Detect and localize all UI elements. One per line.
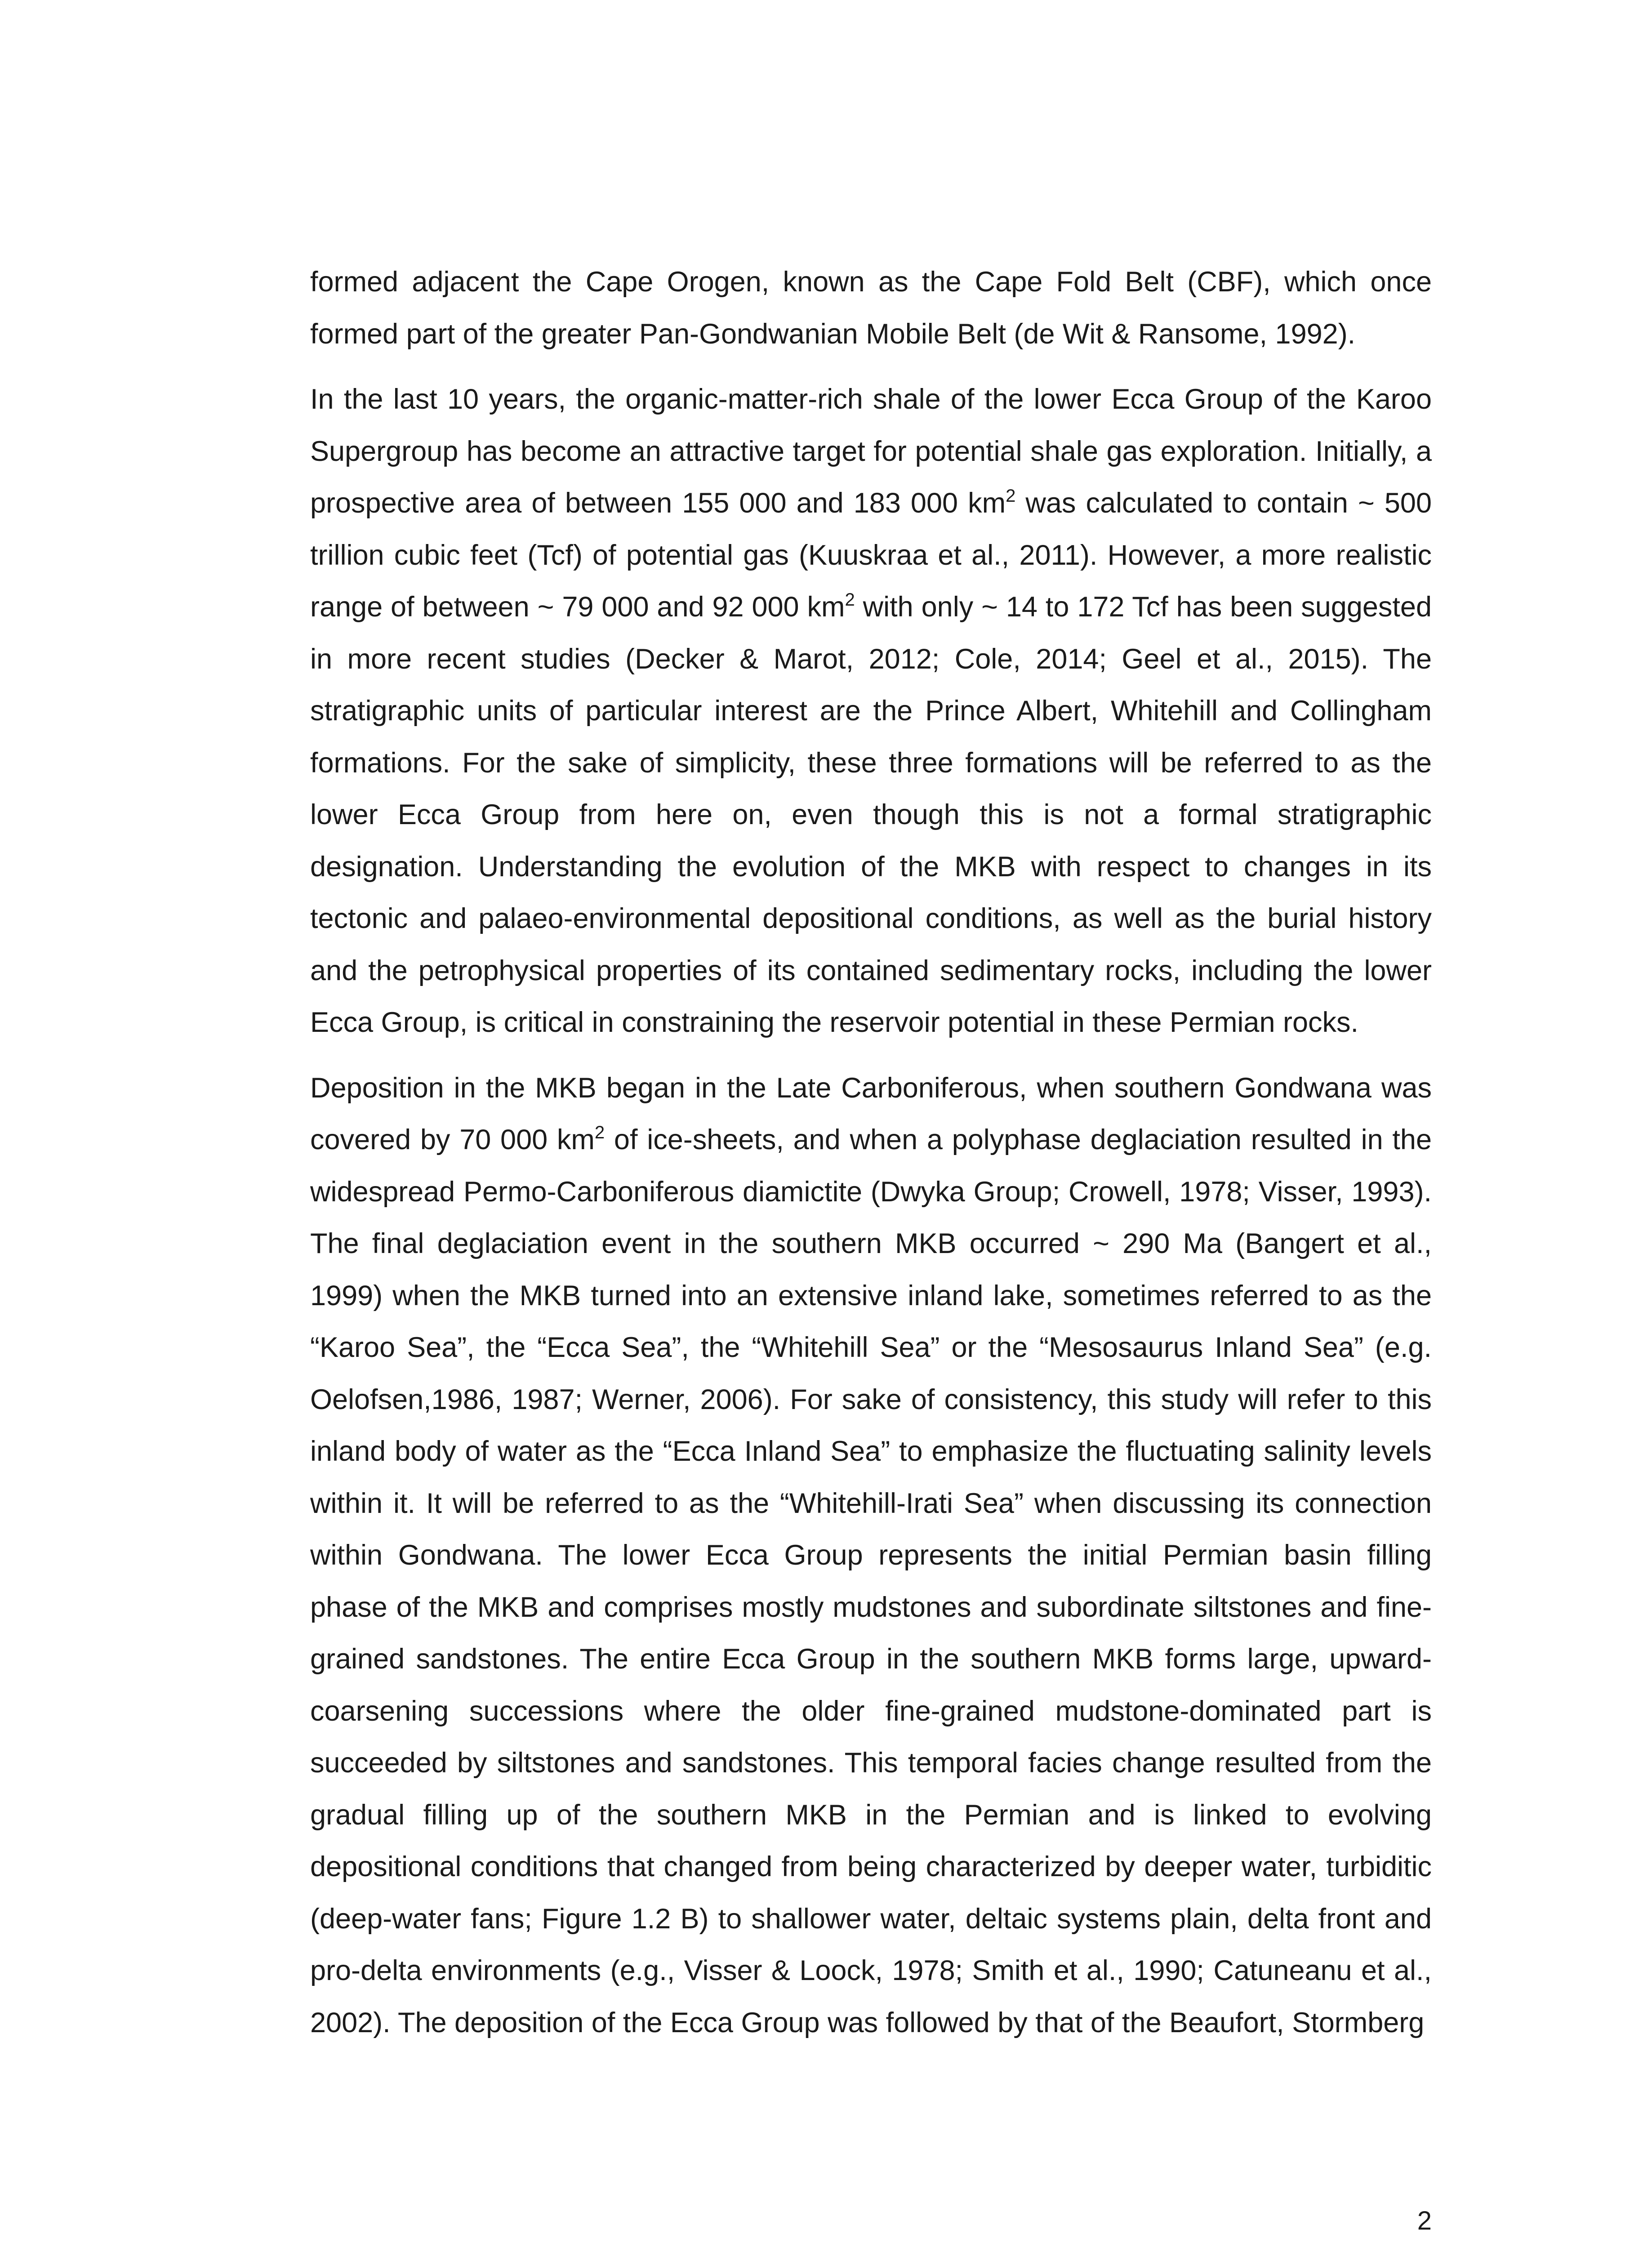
superscript: 2 xyxy=(1006,486,1016,506)
paragraph-text: formed adjacent the Cape Orogen, known as the Cape Fold Belt (CBF), which once formed part of the greater Pan-Gondwanian Mobile Belt (de Wit & Ransome, 1992). xyxy=(310,266,1432,350)
body-text xyxy=(310,256,1432,2062)
paragraph xyxy=(310,374,1432,1049)
paragraph-text: of ice-sheets, and when a polyphase deglaciation resulted in the widespread Permo-Carboniferous diamictite (Dwyka Group; Crowell, 1978; Visser, 1993). The final deglaciation event in the southern MKB occurred ~ 290 Ma (Bangert et al., 1999) when the MKB turned into an extensive inland lake, sometimes referred to as the “Karoo Sea”, the “Ecca Sea”, the “Whitehill Sea” or the “Mesosaurus Inland Sea” (e.g. Oelofsen,1986, 1987; Werner, 2006). For sake of consistency, this study will refer to this inland body of water as the “Ecca Inland Sea” to emphasize the fluctuating salinity levels within it. It will be referred to as the “Whitehill-Irati Sea” when discussing its connection within Gondwana. The lower Ecca Group represents the initial Permian basin filling phase of the MKB and comprises mostly mudstones and subordinate siltstones and fine-grained sandstones. The entire Ecca Group in the southern MKB forms large, upward-coarsening successions where the older fine-grained mudstone-dominated part is succeeded by siltstones and sandstones. This temporal facies change resulted from the gradual filling up of the southern MKB in the Permian and is linked to evolving depositional conditions that changed from being characterized by deeper water, turbiditic (deep-water fans; Figure 1.2 B) to shallower water, deltaic systems plain, delta front and pro-delta environments (e.g., Visser & Loock, 1978; Smith et al., 1990; Catuneanu et al., 2002). The deposition of the Ecca Group was followed by that of the Beaufort, Stormberg xyxy=(310,1124,1432,2038)
paragraph-text: In the last 10 years, the organic-matter-rich shale of the lower Ecca Group of the Karoo Supergroup has become an attractive target for potential shale gas exploration. Initially, a prospective area of between 155 000 and 183 000 km xyxy=(310,384,1432,519)
page-number: 2 xyxy=(1417,2206,1432,2235)
paragraph xyxy=(310,256,1432,360)
superscript: 2 xyxy=(845,590,855,610)
paragraph-text: was calculated to contain ~ 500 trillion cubic feet (Tcf) of potential gas (Kuuskraa et al., 2011). However, a more realistic range of between ~ 79 000 and 92 000 km xyxy=(310,487,1432,623)
superscript: 2 xyxy=(594,1123,605,1142)
paragraph-text: with only ~ 14 to 172 Tcf has been suggested in more recent studies (Decker & Marot, 2012; Cole, 2014; Geel et al., 2015). The stratigraphic units of particular interest are the Prince Albert, Whitehill and Collingham formations. For the sake of simplicity, these three formations will be referred to as the lower Ecca Group from here on, even though this is not a formal stratigraphic designation. Understanding the evolution of the MKB with respect to changes in its tectonic and palaeo-environmental depositional conditions, as well as the burial history and the petrophysical properties of its contained sedimentary rocks, including the lower Ecca Group, is critical in constraining the reservoir potential in these Permian rocks. xyxy=(310,591,1432,1038)
paragraph-text: Deposition in the MKB began in the Late Carboniferous, when southern Gondwana was covered by 70 000 km xyxy=(310,1072,1432,1155)
paragraph xyxy=(310,1062,1432,2049)
